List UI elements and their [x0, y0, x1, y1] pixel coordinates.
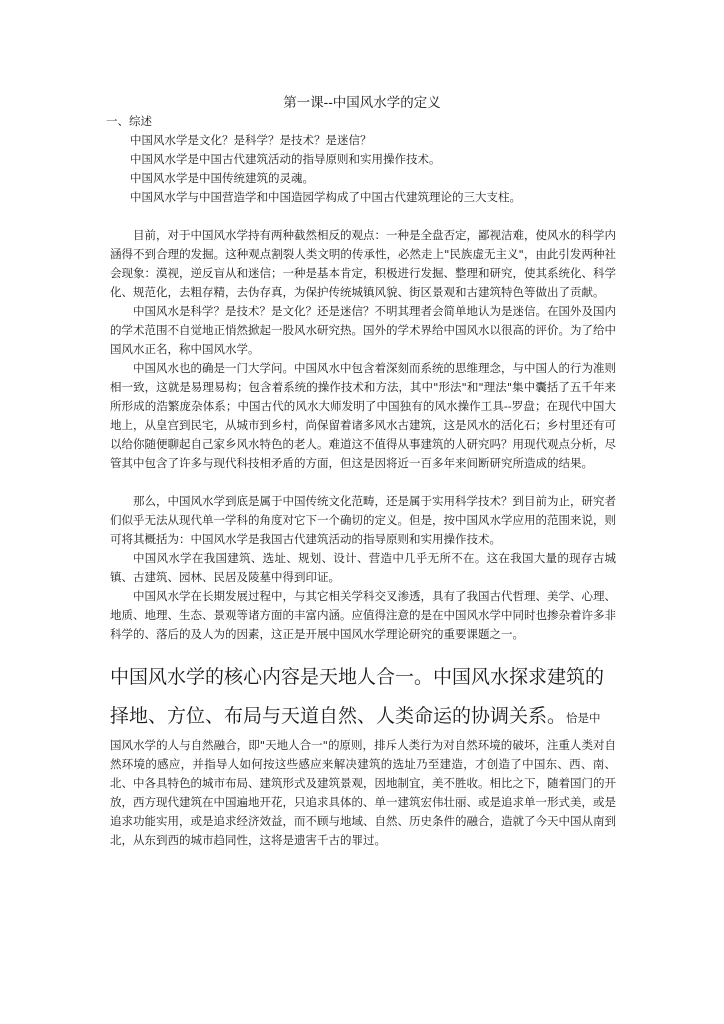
intro-line-3: 中国风水学是中国传统建筑的灵魂。 [130, 171, 314, 185]
paragraph-1: 目前，对于中国风水学持有两种截然相反的观点：一种是全盘否定，鄙视洁难，使风水的科学内涵得不到合理的发掘。这种观点割裂人类文明的传承性，必然走上"民族虚无主义"，由此引发两种社会现象：漠视，逆反盲从和迷信；一种是基本肯定，积极进行发掘、整理和研究，使其系统化、科学化、规范化，去粗存精，去伪存真，为保护传统城镇风貌、街区景观和古建筑特色等做出了贡献。 [110, 228, 616, 299]
highlight-text: 中国风水学的核心内容是天地人合一。中国风水探求建筑的择地、方位、布局与天道自然、人类命运的协调关系。 [110, 666, 605, 727]
paragraph-4: 那么，中国风水学到底是属于中国传统文化范畴，还是属于实用科学技术？到目前为止，研究者们似乎无法从现代单一学科的角度对它下一个确切的定义。但是，按中国风水学应用的范围来说，则可将其概括为：中国风水学是我国古代建筑活动的指导原则和实用操作技术。 [110, 494, 616, 546]
paragraph-gap [110, 473, 616, 492]
closing-paragraph: 国风水学的人与自然融合，即"天地人合一"的原则，排斥人类行为对自然环境的破坏，注重人类对自然环境的感应，并指导人如何按这些感应来解决建筑的选址乃至建造，才创造了中国东、西、南、北、中各具特色的城市布局、建筑形式及建筑景观，因地制宜，美不胜收。相比之下，随着国门的开放，西方现代建筑在中国遍地开花，只追求具体的、单一建筑宏伟壮丽、或是追求单一形式美，或是追求功能实用，或是追求经济效益，而不顾与地域、自然、历史条件的融合，造就了今天中国从南到北，从东到西的城市趋同性，这将是遗害千古的罪过。 [110, 738, 616, 847]
paragraph-2: 中国风水是科学？是技术？是文化？还是迷信？不明其理者会简单地认为是迷信。在国外及国内的学术范围不自觉地正悄然掀起一股风水研究热。国外的学术界给中国风水以很高的评价。为了给中国风水正名，称中国风水学。 [110, 304, 616, 356]
paragraph-3: 中国风水也的确是一门大学问。中国风水中包含着深刻而系统的思维理念，与中国人的行为准则相一致，这就是易理易构；包含着系统的操作技术和方法，其中"形法"和"理法"集中囊括了五千年来所形成的浩繁庞杂体系；中国古代的风水大师发明了中国独有的风水操作工具--罗盘；在现代中国大地上，从皇宫到民宅，从城市到乡村，尚保留着诸多风水古建筑，这是风水的活化石；乡村里还有可以给你随便聊起自己家乡风水特色的老人。难道这不值得从事建筑的人研究吗？用现代观点分析，尽管其中包含了许多与现代科技相矛盾的方面，但这是因将近一百多年来间断研究所造成的结果。 [110, 361, 616, 470]
paragraph-gap [110, 207, 616, 226]
highlight-tail: 恰是中 [566, 711, 601, 725]
document-body [106, 112, 616, 850]
document-title: 第一课--中国风水学的定义 [283, 95, 441, 111]
section-heading: 一、综述 [106, 114, 152, 128]
paragraph-6: 中国风水学在长期发展过程中，与其它相关学科交叉渗透，具有了我国古代哲理、美学、心理、地质、地理、生态、景观等诸方面的丰富内涵。应值得注意的是在中国风水学中同时也掺杂着许多非科学的、落后的及人为的因素，这正是开展中国风水学理论研究的重要课题之一。 [110, 589, 616, 641]
highlight-block [110, 658, 616, 736]
intro-line-4: 中国风水学与中国营造学和中国造园学构成了中国古代建筑理论的三大支柱。 [130, 190, 521, 204]
intro-line-1: 中国风水学是文化？是科学？是技术？是迷信？ [130, 133, 372, 147]
intro-line-2: 中国风水学是中国古代建筑活动的指导原则和实用操作技术。 [130, 152, 441, 166]
paragraph-5: 中国风水学在我国建筑、选址、规划、设计、营造中几乎无所不在。这在我国大量的现存古城镇、古建筑、园林、民居及陵墓中得到印证。 [110, 551, 616, 584]
